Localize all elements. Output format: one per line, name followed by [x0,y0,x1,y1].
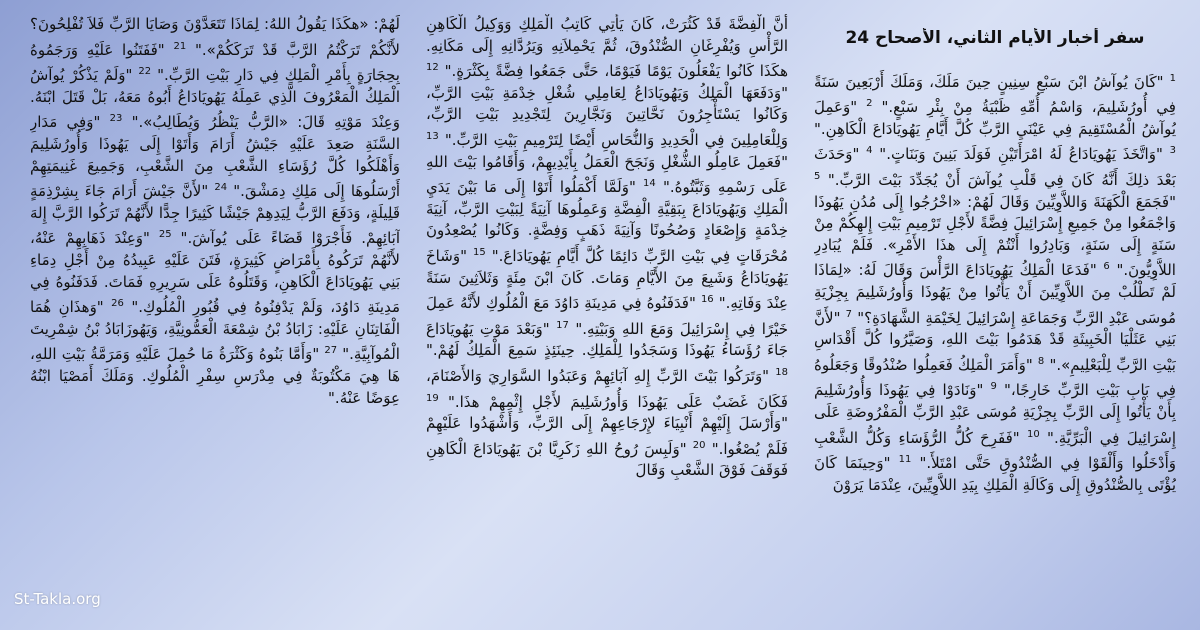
verse-text: "وَشَاخَ يَهُويَادَاعُ وَشَبِعَ مِنَ الأَيَّامِ وَمَاتَ. كَانَ ابْنَ مِئَةٍ وَثَلاَثِينَ سَنَةً عِنْدَ وَفَاتِهِ." [426,246,788,313]
verse-number: 14 [643,178,656,190]
verse-text: "وَلَبِسَ رُوحُ اللهِ زَكَرِيَّا بْنَ يَهُويَادَاعَ الْكَاهِنِ فَوَقَفَ فَوْقَ الشَّعْبِ وَقَالَ [426,439,788,480]
verse-text: "وَعِنْدَ ذَهَابِهِمْ عَنْهُ، لأَنَّهُمْ تَرَكُوهُ بِأَمْرَاضٍ كَثِيرَةٍ، فَتَنَ عَلَيْهِ عَبِيدُهُ مِنْ أَجْلِ دِمَاءِ بَنِي يَهُويَادَاعَ الْكَاهِنِ، وَقَتَلُوهُ عَلَى سَرِيرِهِ فَمَاتَ. فَدَفَنُوهُ فِي مَدِينَةِ دَاوُدَ، وَلَمْ يَدْفِنُوهُ فِي قُبُورِ الْمُلُوكِ." [30,229,400,317]
verse-text: "وَاتَّخَذَ يَهُويَادَاعُ لَهُ امْرَأَتَيْنِ فَوَلَدَ بَنِينَ وَبَنَاتٍ." [879,145,1163,164]
verse-number: 15 [473,246,486,258]
verse-number: 25 [158,229,172,241]
verse-number: 12 [426,62,439,74]
verse [426,367,788,411]
verse-number: 19 [426,392,439,404]
verse-number: 18 [775,366,788,378]
verse-number: 3 [1169,145,1176,157]
verse-number: 23 [109,113,123,125]
verse-text: أَنَّ الْفِضَّةَ قَدْ كَثُرَتْ، كَانَ يَأْتِي كَاتِبُ الْمَلِكِ وَوَكِيلُ الْكَاهِنِ الرَّأْسِ وَيُفْرِغَانِ الصُّنْدُوقَ، ثُمَّ يَحْمِلاَنِهِ وَيَرُدَّانِهِ إِلَى مَكَانِهِ. هكَذَا كَانُوا يَفْعَلُونَ يَوْمًا فَيَوْمًا، حَتَّى جَمَعُوا فِضَّةً بِكَثْرَةٍ." [426,15,788,81]
verse-number: 8 [1037,355,1045,367]
verse-number: 17 [556,319,569,331]
verse-text: "وَأَمَّا بَنُوهُ وَكَثْرَةُ مَا حُمِلَ عَلَيْهِ وَمَرَمَّةُ بَيْتِ اللهِ، هَا هِيَ مَكْتُوبَةٌ فِي مِدْرَسِ سِفْرِ الْمُلُوكِ. وَمَلَكَ أَمَصْيَا ابْنُهُ عِوَضًا عَنْهُ." [30,345,400,407]
verse-number: 7 [845,308,853,320]
verse-number: 26 [111,298,124,310]
verse-number: 5 [814,170,821,182]
verse-text: لَهُمْ: «هكَذَا يَقُولُ اللهُ: لِمَاذَا تَتَعَدَّوْنَ وَصَايَا الرَّبِّ فَلاَ تُفْلِحُونَ؟ لأَنَّكُمْ تَرَكْتُمُ الرَّبَّ قَدْ تَرَكَكُمْ»." [30,15,400,59]
verse-number: 16 [700,294,714,306]
verse-block [814,68,1176,497]
site-watermark: St-Takla.org [14,590,101,608]
chapter-title: سفر أخبار الأيام الثاني، الأصحاح 24 [845,28,1145,48]
verse-number: 2 [866,98,873,110]
verse-text: "وَحَدَثَ بَعْدَ ذلِكَ أَنَّهُ كَانَ فِي قَلْبِ يُوآشَ أَنْ يُجَدِّدَ بَيْتَ الرَّبِّ." [814,145,1176,189]
verse-block [30,14,400,409]
scripture-page [14,14,1184,620]
verse-text: "وَبَعْدَ مَوْتِ يَهُويَادَاعَ جَاءَ رُؤَسَاءُ يَهُوذَا وَسَجَدُوا لِلْمَلِكِ. حِينَئِذٍ سَمِعَ الْمَلِكُ لَهُمْ." [426,319,788,360]
verse-text: "كَانَ يُوآشُ ابْنَ سَبْعِ سِنِينٍ حِينَ مَلَكَ، وَمَلَكَ أَرْبَعِينَ سَنَةً فِي أُورُشَلِيمَ، وَاسْمُ أُمِّهِ ظَبْيَةُ مِنْ بِئْرِ سَبْعٍ." [814,72,1176,117]
verse-number: 10 [1026,428,1040,440]
verse-text: "وَأَمَرَ الْمَلِكُ فَعَمِلُوا صُنْدُوقًا وَجَعَلُوهُ فِي بَابِ بَيْتِ الرَّبِّ خَارِجًا،" [814,355,1176,400]
verse-number: 6 [1103,261,1110,273]
verse-text: "فَجَمَعَ الْكَهَنَةَ وَاللاَّوِيِّينَ وَقَالَ لَهُمْ: «اخْرُجُوا إِلَى مُدُنِ يَهُوذَا وَاجْمَعُوا مِنْ جَمِيعِ إِسْرَائِيلَ فِضَّةً لأَجْلِ تَرْمِيمِ بَيْتِ إِلهِكُمْ مِنْ سَنَةٍ إِلَى سَنَةٍ، وَبَادِرُوا أَنْتُمْ إِلَى هذَا الأَمْرِ». فَلَمْ يُبَادِرِ اللاَّوِيُّونَ." [814,192,1176,280]
verse-text: "فَدَعَا الْمَلِكُ يَهُويَادَاعَ الرَّأْسَ وَقَالَ لَهُ: «لِمَاذَا لَمْ تَطْلُبْ مِنَ اللاَّوِيِّينَ أَنْ يَأْتُوا مِنْ يَهُوذَا وَأُورُشَلِيمَ بِجِزْيَةِ مُوسَى عَبْدِ الرَّبِّ وَجَمَاعَةِ إِسْرَائِيلَ لِخَيْمَةِ الشَّهَادَةِ؟" [814,261,1176,327]
verse-text: "وَدَفَعَهَا الْمَلِكُ وَيَهُويَادَاعُ لِعَامِلِي شُغْلِ خِدْمَةِ بَيْتِ الرَّبِّ، وَكَانُوا يَسْتَأْجِرُونَ نَحَّاتِينَ وَنَجَّارِينَ لِتَجْدِيدِ بَيْتِ الرَّبِّ، وَلِلْعَامِلِينَ فِي الْحَدِيدِ وَالنُّحَاسِ أَيْضًا لِتَرْمِيمِ بَيْتِ الرَّبِّ." [426,83,788,149]
verse-number: 4 [866,145,873,157]
verse-number: 22 [138,66,152,78]
verse-text: "وَنَادَوْا فِي يَهُوذَا وَأُورُشَلِيمَ بِأَنْ يَأْتُوا إِلَى الرَّبِّ بِجِزْيَةِ مُوسَى عَبْدِ الرَّبِّ الْمَفْرُوضَةِ عَلَى إِسْرَائِيلَ فِي الْبَرِّيَّةِ." [814,381,1176,447]
verse-text: "لأَنَّ جَيْشَ أَرَامَ جَاءَ بِشِرْذِمَةٍ قَلِيلَةٍ، وَدَفَعَ الرَّبُّ لِيَدِهِمْ جَيْشًا كَثِيرًا جِدًّا لأَنَّهُمْ تَرَكُوا الرَّبَّ إِلهَ آبَائِهِمْ. فَأَجْرَوْا قَضَاءً عَلَى يُوآشَ." [30,182,400,248]
verse-text: "لأَنَّ بَنِي عَثَلْيَا الْخَبِيثَةِ قَدْ هَدَمُوا بَيْتَ اللهِ، وَصَيَّرُوا كُلَّ أَقْدَاسِ بَيْتِ الرَّبِّ لِلْبَعْلِيمِ»." [814,308,1176,374]
verse-number: 21 [173,40,187,52]
verse-text: "وَلَمَّا أَكْمَلُوا أَتَوْا إِلَى مَا بَيْنَ يَدَيِ الْمَلِكِ وَيَهُويَادَاعَ بِبَقِيَّةِ الْفِضَّةِ وَعَمِلُوهَا آنِيَةً لِبَيْتِ الرَّبِّ، آنِيَةَ خِدْمَةٍ وَإِصْعَادٍ وَصُحُونًا وَآنِيَةَ ذَهَبٍ وَفِضَّةٍ. وَكَانُوا يُصْعِدُونَ مُحْرَقَاتٍ فِي بَيْتِ الرَّبِّ دَائِمًا كُلَّ أَيَّامِ يَهُويَادَاعَ." [426,178,788,265]
verse-text: "وَحِينَمَا كَانَ يُؤْتَى بِالصُّنْدُوقِ إِلَى وَكَالَةِ الْمَلِكِ بِيَدِ اللاَّوِيِّينَ، عِنْدَمَا يَرَوْنَ [814,454,1176,494]
verse-text: "فَفَتَنُوا عَلَيْهِ وَرَجَمُوهُ بِحِجَارَةٍ بِأَمْرِ الْمَلِكِ فِي دَارِ بَيْتِ الرَّبِّ." [30,40,400,85]
text-column-1 [814,28,1176,628]
verse-text: "وَلَمْ يَذْكُرْ يُوآشُ الْمَلِكُ الْمَعْرُوفَ الَّذِي عَمِلَهُ يَهُويَادَاعُ أَبُوهُ مَعَهُ، بَلْ قَتَلَ ابْنَهُ. وَعِنْدَ مَوْتِهِ قَالَ: «الرَّبُّ يَنْظُرُ وَيُطَالِبُ»." [30,66,400,132]
verse [426,15,788,80]
verse-block [426,14,788,482]
verse-text: "وَأَرْسَلَ إِلَيْهِمْ أَنْبِيَاءَ لإِرْجَاعِهِمْ إِلَى الرَّبِّ، وَأَشْهَدُوا عَلَيْهِمْ فَلَمْ يُصْغُوا." [426,414,788,458]
verse-text: "وَعَمِلَ يُوآشُ الْمُسْتَقِيمَ فِي عَيْنَيِ الرَّبِّ كُلَّ أَيَّامِ يَهُويَادَاعَ الْكَاهِنِ." [814,98,1176,138]
verse-text: "وَفِي مَدَارِ السَّنَةِ صَعِدَ عَلَيْهِ جَيْشُ أَرَامَ وَأَتَوْا إِلَى يَهُوذَا وَأُورُشَلِيمَ وَأَهْلَكُوا كُلَّ رُؤَسَاءِ الشَّعْبِ مِنَ الشَّعْبِ، وَجَمِيعَ غَنِيمَتِهِمْ أَرْسَلُوهَا إِلَى مَلِكِ دِمَشْقَ." [30,113,400,201]
verse-number: 1 [1169,72,1176,84]
verse-text: "فَعَمِلَ عَامِلُو الشُّغْلِ وَنَجَحَ الْعَمَلُ بِأَيْدِيهِمْ، وَأَقَامُوا بَيْتَ اللهِ عَلَى رَسْمِهِ وَثَبَّتُوهُ." [426,152,788,197]
text-column-2 [426,14,788,614]
verse-text: "وَتَرَكُوا بَيْتَ الرَّبِّ إِلهِ آبَائِهِمْ وَعَبَدُوا السَّوَارِيَ وَالأَصْنَامَ، فَكَانَ غَضَبٌ عَلَى يَهُوذَا وَأُورُشَلِيمَ لأَجْلِ إِثْمِهِمْ هذَا." [426,366,788,411]
verse-text: "وَهذَانِ هُمَا الْفَاتِنَانِ عَلَيْهِ: زَابَادُ بْنُ شِمْعَةَ الْعَمُّونِيَّةِ، وَيَهُوزَابَادُ بْنُ شِمْرِيتَ الْمُوآبِيَّةِ." [30,298,400,364]
verse-text: "فَدَفَنُوهُ فِي مَدِينَةِ دَاوُدَ مَعَ الْمُلُوكِ لأَنَّهُ عَمِلَ خَيْرًا فِي إِسْرَائِيلَ وَمَعَ اللهِ وَبَيْتِهِ." [426,294,788,338]
verse-text: "فَفَرِحَ كُلُّ الرُّؤَسَاءِ وَكُلُّ الشَّعْبِ وَأَدْخَلُوا وَأَلْقَوْا فِي الصُّنْدُوقِ حَتَّى امْتَلأَ." [814,428,1176,473]
verse-number: 20 [692,439,706,451]
verse-number: 13 [426,130,439,142]
verse-number: 24 [214,182,228,194]
text-column-3 [30,14,400,614]
verse-number: 11 [898,454,912,466]
verse-number: 9 [990,381,997,393]
verse-number: 27 [324,345,338,357]
verse [873,145,1176,163]
